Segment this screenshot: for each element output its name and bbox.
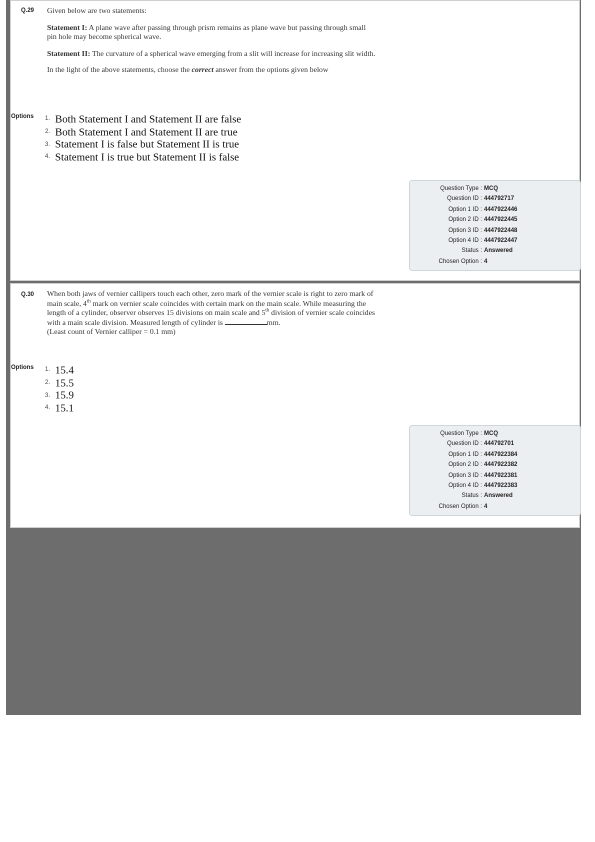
option-3[interactable]: 3. Statement I is false but Statement II is true xyxy=(45,138,240,151)
question-body: When both jaws of vernier callipers touch each other, zero mark of the vernier scale is right to zero mark of main scale, 4th mark on vernier scale coincides with certain mark on the main scale. While measuring the length of a cylinder, observer observes 15 divisions on main scale and 5th division of vernier scale coincides with a main scale division. Measured length of cylinder is mm. xyxy=(47,289,375,327)
info-row: Question ID : 444792717 xyxy=(446,196,515,203)
question-info-panel xyxy=(409,180,581,271)
options-list xyxy=(45,110,242,164)
info-row: Option 3 ID : 4447922448 xyxy=(448,227,518,234)
question-prompt: In the light of the above statements, choose the correct answer from the options given below xyxy=(47,65,329,75)
question-block-30 xyxy=(10,283,580,528)
least-count-note: (Least count of Vernier calliper = 0.1 mm) xyxy=(47,327,176,337)
option-3[interactable]: 3. 15.9 xyxy=(45,389,74,402)
option-1[interactable]: 1. 15.4 xyxy=(45,364,74,377)
info-row: Status : Answered xyxy=(461,493,513,500)
info-row: Option 4 ID : 4447922447 xyxy=(448,238,518,245)
info-row: Option 1 ID : 4447922446 xyxy=(448,206,518,213)
option-4[interactable]: 4. 15.1 xyxy=(45,402,74,415)
info-row: Option 3 ID : 4447922381 xyxy=(448,472,518,479)
option-2[interactable]: 2. Both Statement I and Statement II are true xyxy=(45,125,238,138)
info-row: Question ID : 444792701 xyxy=(446,441,515,448)
info-row: Option 1 ID : 4447922384 xyxy=(448,451,518,458)
question-block-29 xyxy=(10,0,580,281)
option-2[interactable]: 2. 15.5 xyxy=(45,376,74,389)
info-row: Chosen Option : 4 xyxy=(438,503,488,510)
info-row: Question Type : MCQ xyxy=(440,431,498,437)
info-row: Chosen Option : 4 xyxy=(438,258,488,265)
options-list xyxy=(45,361,74,415)
question-text xyxy=(47,6,377,75)
info-row: Question Type : MCQ xyxy=(440,186,498,192)
answer-blank xyxy=(225,318,267,325)
question-number: Q.30 xyxy=(21,292,35,298)
option-1[interactable]: 1. Both Statement I and Statement II are false xyxy=(45,113,242,126)
info-row: Option 2 ID : 4447922382 xyxy=(448,462,518,469)
options-label: Options xyxy=(11,365,34,371)
question-intro: Given below are two statements: xyxy=(47,6,147,15)
statement-1: Statement I: A plane wave after passing through prism remains as plane wave but passing through small pin hole may become spherical wave. xyxy=(47,22,366,42)
info-row: Option 4 ID : 4447922383 xyxy=(448,483,518,490)
statement-2: Statement II: The curvature of a spherical wave emerging from a slit will increase for increasing slit width. xyxy=(47,48,376,58)
info-row: Option 2 ID : 4447922445 xyxy=(448,217,518,224)
question-text xyxy=(47,289,377,337)
info-row: Status : Answered xyxy=(461,248,513,255)
option-4[interactable]: 4. Statement I is true but Statement II is false xyxy=(45,151,240,164)
question-number: Q.29 xyxy=(21,8,35,14)
options-label: Options xyxy=(11,114,34,120)
question-info-panel xyxy=(409,425,581,516)
